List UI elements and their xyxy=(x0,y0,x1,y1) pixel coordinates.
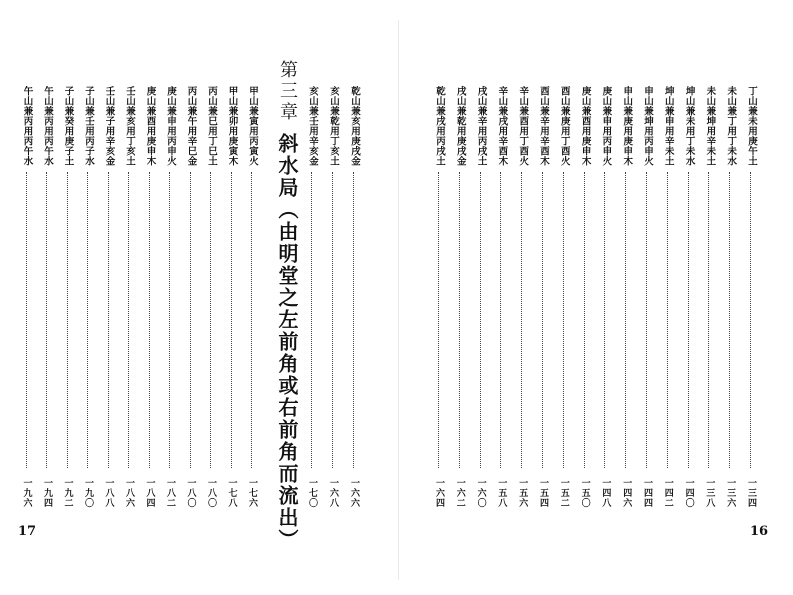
toc-entry-page: 一六八 xyxy=(328,478,338,508)
toc-entry-page: 一五六 xyxy=(517,478,528,508)
toc-entry-page: 一六二 xyxy=(454,478,465,508)
toc-entry xyxy=(535,86,551,526)
toc-entry xyxy=(618,86,634,526)
toc-entry xyxy=(452,86,468,526)
toc-entry xyxy=(597,86,613,526)
page-number-right: 16 xyxy=(750,524,769,539)
leader-dots xyxy=(169,172,171,468)
page-number-left: 17 xyxy=(18,524,37,539)
leader-dots xyxy=(604,172,606,468)
leader-dots xyxy=(251,172,253,468)
toc-entry-title: 亥山兼乾用丁亥土 xyxy=(328,86,339,166)
toc-entry-title: 甲山兼寅用丙寅火 xyxy=(247,86,258,166)
leader-dots xyxy=(667,172,669,468)
toc-entry-title: 子山兼壬用丙子水 xyxy=(83,86,94,166)
leader-dots xyxy=(438,172,440,468)
chapter-heading xyxy=(270,60,302,551)
toc-entry-title: 酉山兼辛用辛酉木 xyxy=(538,86,549,166)
leader-dots xyxy=(625,172,627,468)
toc-entry xyxy=(121,86,137,526)
toc-entry xyxy=(431,86,447,526)
toc-entry-title: 未山兼坤用辛未土 xyxy=(704,86,716,166)
leader-dots xyxy=(26,172,28,468)
toc-entry-title: 午山兼丙用丙午水 xyxy=(42,86,53,166)
leader-dots xyxy=(311,172,313,468)
toc-entry xyxy=(743,86,759,526)
leader-dots xyxy=(584,172,586,468)
chapter-label: 第三章 xyxy=(277,60,298,123)
toc-entry-page: 一八〇 xyxy=(206,478,216,508)
toc-entry xyxy=(556,86,572,526)
leader-dots xyxy=(500,172,502,468)
toc-entry xyxy=(224,86,240,526)
toc-entry-page: 一九四 xyxy=(42,478,52,508)
toc-entry-page: 一四二 xyxy=(662,478,673,508)
leader-dots xyxy=(563,172,565,468)
toc-entry xyxy=(60,86,76,526)
toc-entry-title: 午山兼丙用丙午水 xyxy=(21,86,33,166)
toc-entry-page: 一五二 xyxy=(558,478,569,508)
toc-entry-page: 一五四 xyxy=(538,478,548,508)
toc-entry-page: 一四四 xyxy=(642,478,652,508)
toc-entry xyxy=(244,86,260,526)
toc-entry-title: 未山兼丁用丁未水 xyxy=(725,86,737,166)
leader-dots xyxy=(459,172,461,468)
leader-dots xyxy=(87,172,89,468)
toc-entry-page: 一三四 xyxy=(746,478,756,508)
toc-entry-page: 一七〇 xyxy=(307,478,317,508)
toc-entry xyxy=(162,86,178,526)
toc-entry-title: 辛山兼酉用丁酉火 xyxy=(517,86,529,166)
leader-dots xyxy=(67,172,69,468)
toc-entry-page: 一八八 xyxy=(103,478,114,508)
toc-entry xyxy=(473,86,489,526)
toc-entry-page: 一九〇 xyxy=(83,478,93,508)
toc-entry-page: 一八二 xyxy=(165,478,175,508)
toc-entry xyxy=(183,86,199,526)
toc-entry xyxy=(660,86,676,526)
toc-entry-page: 一六〇 xyxy=(475,478,486,508)
leader-dots xyxy=(688,172,690,468)
leader-dots xyxy=(729,172,731,468)
toc-entry-page: 一四〇 xyxy=(683,478,694,508)
toc-entry xyxy=(39,86,55,526)
toc-entry xyxy=(493,86,509,526)
right-page xyxy=(400,0,793,595)
leader-dots xyxy=(149,172,151,468)
toc-entry-page: 一九六 xyxy=(21,478,32,508)
toc-entry-page: 一六六 xyxy=(349,478,359,508)
toc-entry xyxy=(722,86,738,526)
toc-entry-title: 壬山兼子用辛亥金 xyxy=(103,86,115,166)
toc-entry-page: 一七六 xyxy=(247,478,257,508)
toc-entry-title: 亥山兼壬用辛亥金 xyxy=(307,86,318,166)
toc-entry-title: 乾山兼亥用庚戌金 xyxy=(349,86,360,166)
toc-entry-title: 辛山兼戌用辛酉木 xyxy=(496,86,508,166)
toc-entry xyxy=(304,86,320,526)
toc-entry xyxy=(142,86,158,526)
toc-entry-title: 坤山兼未用丁未水 xyxy=(683,86,695,166)
toc-entry-title: 坤山兼申用辛未土 xyxy=(662,86,674,166)
leader-dots xyxy=(750,172,752,468)
toc-entry-title: 乾山兼戌用丙戌土 xyxy=(434,86,445,166)
leader-dots xyxy=(542,172,544,468)
toc-entry-page: 一九二 xyxy=(62,478,73,508)
toc-entry-title: 申山兼坤用丙申火 xyxy=(642,86,653,166)
leader-dots xyxy=(231,172,233,468)
leader-dots xyxy=(190,172,192,468)
toc-entry xyxy=(325,86,341,526)
toc-entry-page: 一八〇 xyxy=(185,478,196,508)
leader-dots xyxy=(108,172,110,468)
toc-entry-title: 申山兼庚用庚申木 xyxy=(621,86,633,166)
toc-entry-page: 一七八 xyxy=(226,478,237,508)
toc-entry-page: 一五〇 xyxy=(579,478,590,508)
toc-entry xyxy=(577,86,593,526)
toc-entry-title: 戌山兼辛用丙戌土 xyxy=(475,86,487,166)
toc-entry-title: 戌山兼乾用庚戌金 xyxy=(454,86,466,166)
toc-entry xyxy=(203,86,219,526)
toc-entry-title: 丙山兼午用辛巳金 xyxy=(185,86,197,166)
toc-entry xyxy=(80,86,96,526)
leader-dots xyxy=(646,172,648,468)
toc-entry xyxy=(681,86,697,526)
toc-entry-title: 庚山兼酉用庚申木 xyxy=(579,86,591,166)
toc-entry-title: 甲山兼卯用庚寅木 xyxy=(226,86,238,166)
book-gutter xyxy=(398,20,399,580)
toc-entry-page: 一四六 xyxy=(621,478,632,508)
toc-entry-title: 酉山兼庚用丁酉火 xyxy=(558,86,570,166)
chapter-title: 斜水局（由明堂之左前角或右前角而流出） xyxy=(275,133,299,551)
toc-entry-title: 庚山兼酉用庚申木 xyxy=(144,86,156,166)
toc-entry xyxy=(701,86,717,526)
leader-dots xyxy=(46,172,48,468)
toc-entry xyxy=(346,86,362,526)
toc-entry-title: 丁山兼未用庚午土 xyxy=(746,86,757,166)
leader-dots xyxy=(708,172,710,468)
leader-dots xyxy=(210,172,212,468)
toc-entry xyxy=(639,86,655,526)
leader-dots xyxy=(128,172,130,468)
toc-entry-page: 一八四 xyxy=(144,478,155,508)
toc-entry xyxy=(514,86,530,526)
toc-entry-title: 子山兼癸用庚子土 xyxy=(62,86,74,166)
toc-entry xyxy=(101,86,117,526)
toc-entry-title: 庚山兼申用丙申火 xyxy=(165,86,176,166)
leader-dots xyxy=(521,172,523,468)
toc-entry-page: 一五八 xyxy=(496,478,507,508)
toc-entry-title: 壬山兼亥用丁亥土 xyxy=(124,86,135,166)
leader-dots xyxy=(353,172,355,468)
leader-dots xyxy=(480,172,482,468)
toc-entry-title: 庚山兼申用丙申火 xyxy=(600,86,612,166)
toc-entry-page: 一三六 xyxy=(725,478,736,508)
toc-entry-page: 一四八 xyxy=(600,478,611,508)
toc-entry-page: 一三八 xyxy=(704,478,715,508)
toc-entry-title: 丙山兼巳用丁巳土 xyxy=(206,86,217,166)
toc-entry-page: 一八六 xyxy=(124,478,134,508)
toc-entry-page: 一六四 xyxy=(434,478,444,508)
toc-entry xyxy=(19,86,35,526)
leader-dots xyxy=(332,172,334,468)
